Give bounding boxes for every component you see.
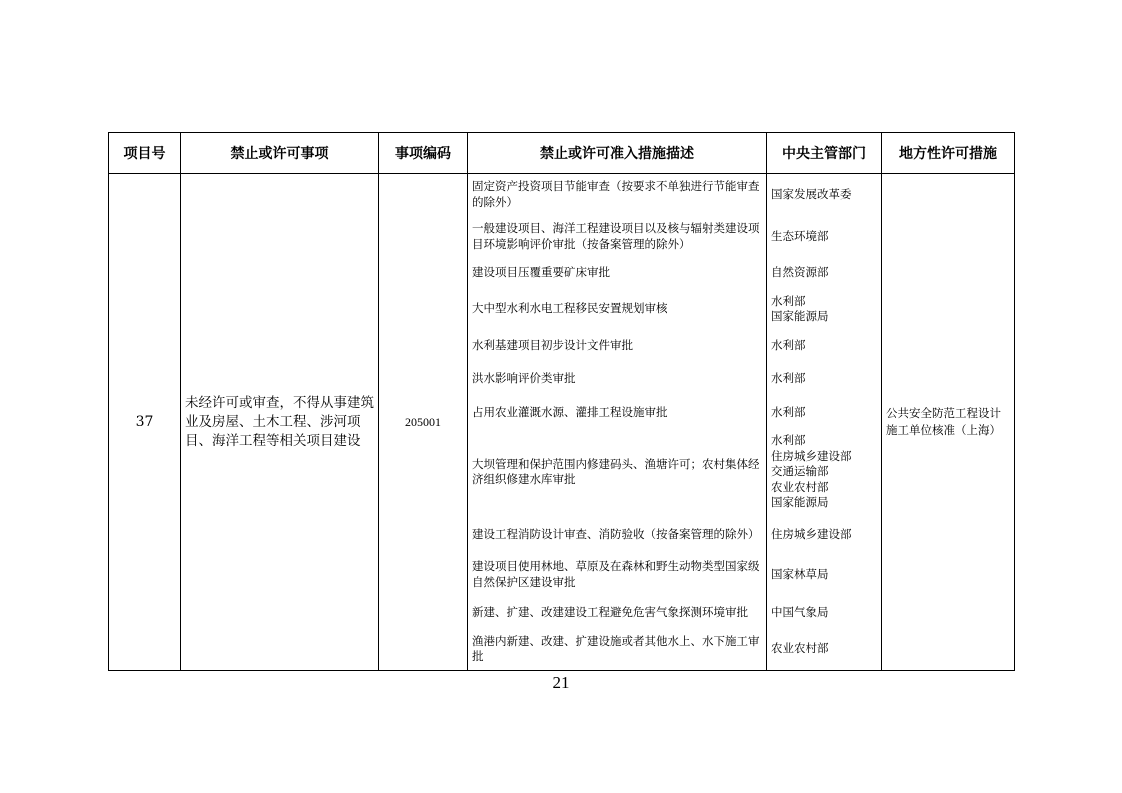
dept-name: 交通运输部 [771, 464, 829, 479]
header-measures: 禁止或许可准入措施描述 [468, 133, 767, 174]
dept-name: 农业农村部 [771, 641, 829, 656]
item-id: 37 [109, 174, 181, 671]
measure-description: 建设项目压覆重要矿床审批 [472, 264, 610, 279]
measure-dept [767, 595, 881, 630]
local-measure: 公共安全防范工程设计施工单位核准（上海） [882, 174, 1015, 671]
table-row [109, 174, 1015, 671]
measure-description: 洪水影响评价类审批 [472, 371, 576, 386]
item-description: 未经许可或审查，不得从事建筑业及房屋、土木工程、涉河项目、海洋工程等相关项目建设 [181, 174, 379, 671]
header-local: 地方性许可措施 [882, 133, 1015, 174]
dept-cell [767, 174, 882, 671]
measure-description: 占用农业灌溉水源、灌排工程设施审批 [472, 405, 668, 420]
dept-name: 水利部 [771, 405, 806, 420]
measure-dept [767, 554, 881, 595]
measure-description: 建设项目使用林地、草原及在森林和野生动物类型国家级自然保护区建设审批 [472, 559, 760, 589]
dept-name: 国家林草局 [771, 566, 829, 581]
dept-name: 住房城乡建设部 [771, 448, 852, 463]
measure-description: 一般建设项目、海洋工程建设项目以及核与辐射类建设项目环境影响评价审批（按备案管理的除外） [472, 221, 760, 251]
measure-list [468, 174, 766, 668]
header-code: 事项编码 [379, 133, 468, 174]
header-id: 项目号 [109, 133, 181, 174]
measure-dept [767, 215, 881, 258]
dept-name: 水利部 [771, 433, 806, 448]
measure-description: 大坝管理和保护范围内修建码头、渔塘许可；农村集体经济组织修建水库审批 [472, 456, 760, 486]
dept-name: 国家发展改革委 [771, 186, 852, 201]
measure-dept [767, 174, 881, 215]
measure-description: 新建、扩建、改建建设工程避免危害气象探测环境审批 [472, 604, 748, 619]
header-dept: 中央主管部门 [767, 133, 882, 174]
measure-dept [767, 398, 881, 428]
item-code: 205001 [379, 174, 468, 671]
measure-dept [767, 516, 881, 554]
header-item: 禁止或许可事项 [181, 133, 379, 174]
dept-name: 水利部 [771, 371, 806, 386]
measure-description: 大中型水利水电工程移民安置规划审核 [472, 301, 668, 316]
measures-table [108, 132, 1015, 671]
measure-description: 固定资产投资项目节能审查（按要求不单独进行节能审查的除外） [472, 179, 760, 209]
measure-dept [767, 287, 881, 331]
dept-name: 中国气象局 [771, 604, 829, 619]
measure-dept [767, 331, 881, 360]
measure-dept [767, 630, 881, 668]
dept-name: 水利部 [771, 293, 806, 308]
page-number: 21 [552, 673, 570, 692]
dept-name: 生态环境部 [771, 228, 829, 243]
dept-name: 国家能源局 [771, 309, 829, 323]
dept-name: 农业农村部 [771, 479, 829, 494]
measure-description: 渔港内新建、改建、扩建设施或者其他水上、水下施工审批 [472, 633, 760, 663]
dept-name: 自然资源部 [771, 264, 829, 279]
table-header-row [109, 133, 1015, 174]
dept-name: 水利部 [771, 337, 806, 352]
measure-dept [767, 428, 881, 516]
dept-list [767, 174, 881, 668]
measures-cell [468, 174, 767, 671]
measure-dept [767, 360, 881, 398]
measure-description: 建设工程消防设计审查、消防验收（按备案管理的除外） [472, 527, 760, 542]
dept-name: 住房城乡建设部 [771, 527, 852, 542]
measure-description: 水利基建项目初步设计文件审批 [472, 337, 633, 352]
dept-name: 国家能源局 [771, 495, 829, 510]
measure-dept [767, 258, 881, 287]
